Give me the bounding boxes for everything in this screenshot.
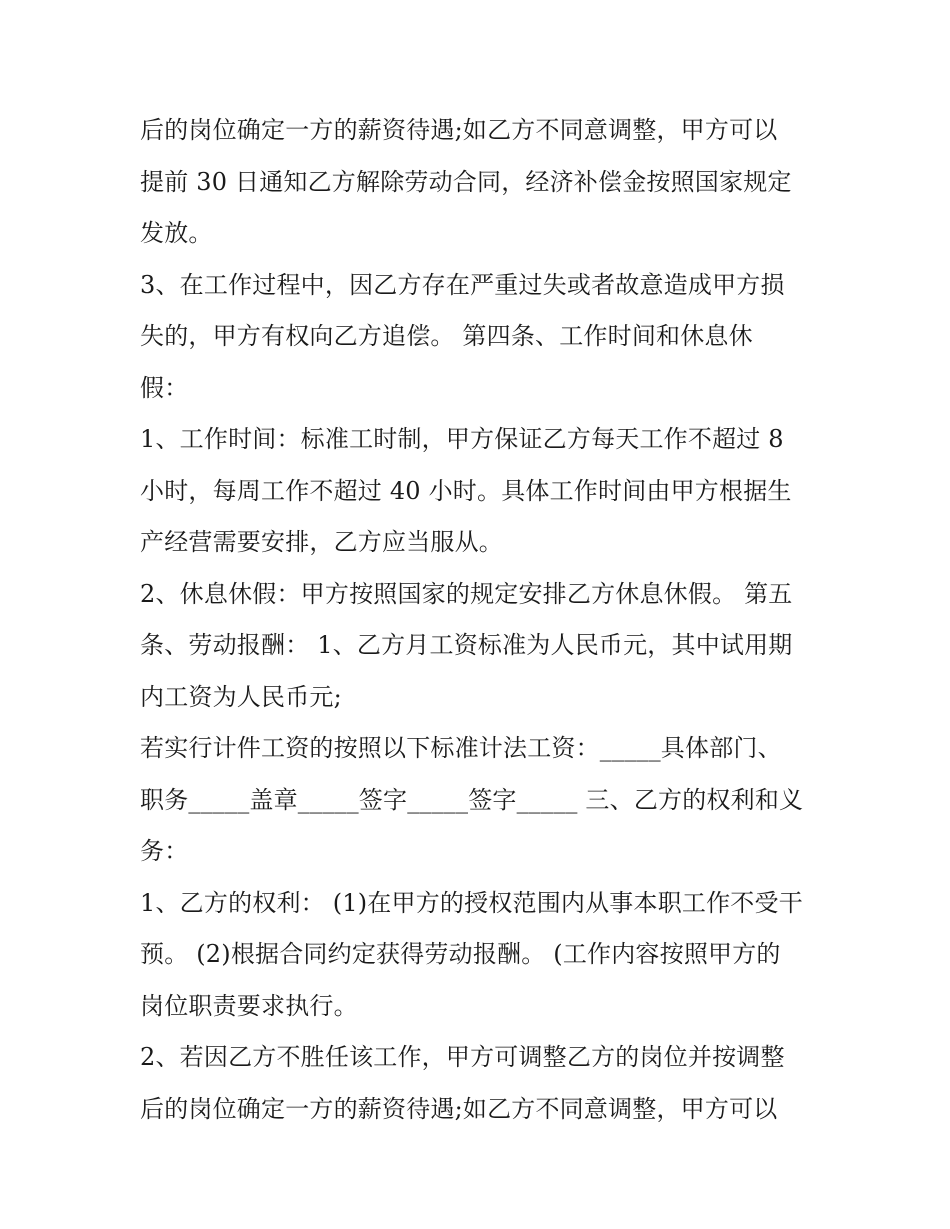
- text-line: 3、在工作过程中，因乙方存在严重过失或者故意造成甲方损: [140, 270, 785, 299]
- document-body: [140, 105, 820, 1135]
- text-line: 提前 30 日通知乙方解除劳动合同，经济补偿金按照国家规定: [140, 167, 792, 196]
- text-line: 假：: [140, 373, 189, 402]
- text-line: 职务_____盖章_____签字_____签字_____ 三、乙方的权利和义: [140, 785, 804, 814]
- text-line: 后的岗位确定一方的薪资待遇;如乙方不同意调整，甲方可以: [140, 1094, 778, 1123]
- text-line: 产经营需要安排，乙方应当服从。: [140, 528, 503, 556]
- text-line: 2、休息休假：甲方按照国家的规定安排乙方休息休假。 第五: [140, 579, 793, 608]
- text-line: 预。 (2)根据合同约定获得劳动报酬。 (工作内容按照甲方的: [140, 940, 781, 968]
- text-line: 小时，每周工作不超过 40 小时。具体工作时间由甲方根据生: [140, 476, 792, 505]
- text-line: 若实行计件工资的按照以下标准计法工资：_____具体部门、: [140, 734, 782, 762]
- text-line: 岗位职责要求执行。: [140, 991, 358, 1020]
- text-line: 条、劳动报酬： 1、乙方月工资标准为人民币元，其中试用期: [140, 631, 793, 659]
- text-line: 失的，甲方有权向乙方追偿。 第四条、工作时间和休息休: [140, 322, 753, 350]
- text-line: 1、乙方的权利： (1)在甲方的授权范围内从事本职工作不受干: [140, 888, 803, 917]
- text-line: 发放。: [140, 219, 213, 247]
- text-line: 2、若因乙方不胜任该工作，甲方可调整乙方的岗位并按调整: [140, 1043, 785, 1071]
- text-line: 1、工作时间：标准工时制，甲方保证乙方每天工作不超过 8: [140, 425, 784, 453]
- text-line: 后的岗位确定一方的薪资待遇;如乙方不同意调整，甲方可以: [140, 116, 778, 144]
- text-line: 务：: [140, 837, 189, 865]
- text-line: 内工资为人民币元;: [140, 682, 342, 711]
